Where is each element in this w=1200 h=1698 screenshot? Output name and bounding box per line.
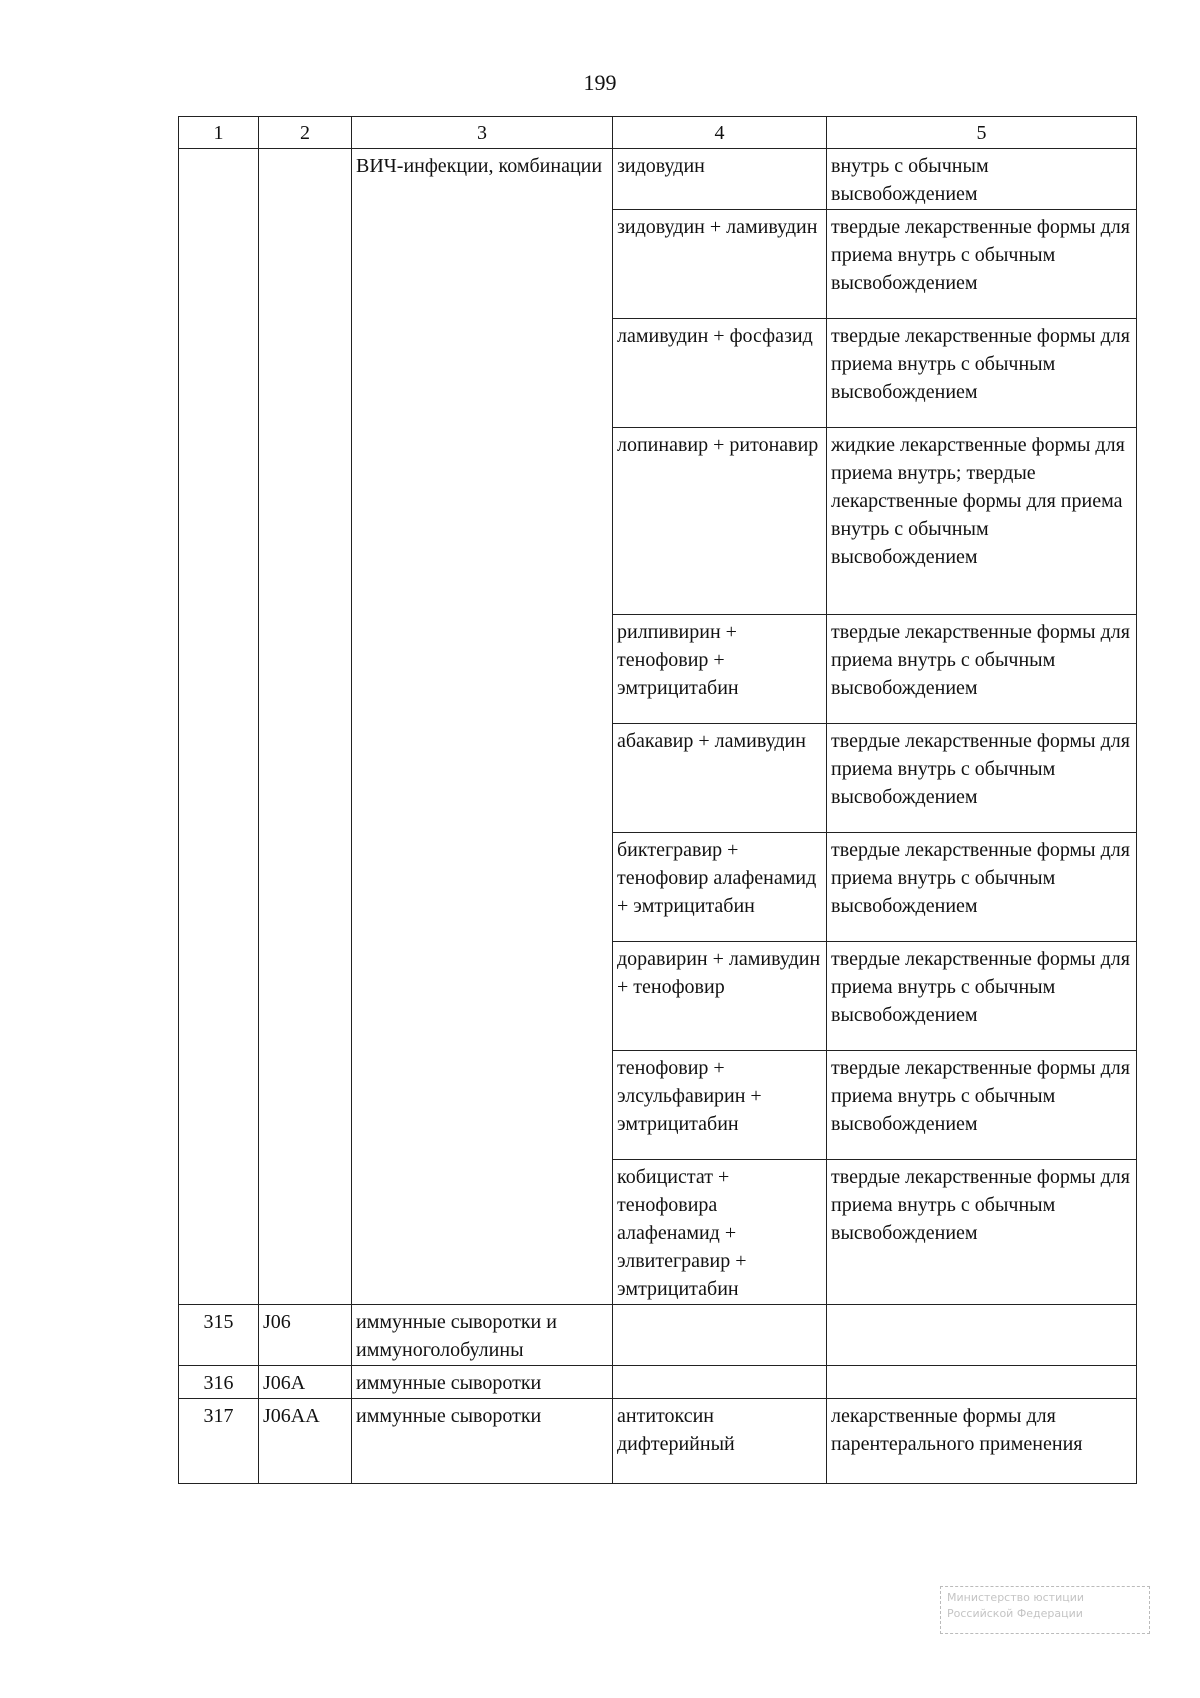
drug-name-cell: тенофовир + элсульфавирин + эмтрицитабин — [613, 1051, 827, 1160]
drug-name-cell: рилпивирин + тенофовир + эмтрицитабин — [613, 615, 827, 724]
table-row — [179, 1399, 1137, 1484]
column-header-2: 2 — [259, 117, 352, 149]
drug-name-cell: зидовудин — [613, 149, 827, 210]
dosage-form-cell: твердые лекарственные формы для приема внутрь с обычным высвобождением — [827, 210, 1137, 319]
column-header-1: 1 — [179, 117, 259, 149]
atc-code-cell: J06 — [259, 1305, 352, 1366]
atc-code-cell: J06AA — [259, 1399, 352, 1484]
dosage-form-cell: твердые лекарственные формы для приема внутрь с обычным высвобождением — [827, 942, 1137, 1051]
atc-group-cell: иммунные сыворотки — [352, 1399, 613, 1484]
drug-name-cell: доравирин + ламивудин + тенофовир — [613, 942, 827, 1051]
table-header-row — [179, 117, 1137, 149]
dosage-form-cell: твердые лекарственные формы для приема внутрь с обычным высвобождением — [827, 319, 1137, 428]
dosage-form-cell — [827, 1366, 1137, 1399]
dosage-form-cell: твердые лекарственные формы для приема внутрь с обычным высвобождением — [827, 615, 1137, 724]
atc-code-cell — [259, 149, 352, 1305]
atc-group-cell: ВИЧ-инфекции, комбинации — [352, 149, 613, 1305]
stamp-line-2: Российской Федерации — [947, 1607, 1083, 1620]
row-number-cell — [179, 149, 259, 1305]
atc-group-cell: иммунные сыворотки — [352, 1366, 613, 1399]
registration-stamp — [940, 1586, 1150, 1634]
row-number-cell: 317 — [179, 1399, 259, 1484]
dosage-form-cell: лекарственные формы для парентерального применения — [827, 1399, 1137, 1484]
drug-name-cell: ламивудин + фосфазид — [613, 319, 827, 428]
drug-name-cell: антитоксин дифтерийный — [613, 1399, 827, 1484]
column-header-3: 3 — [352, 117, 613, 149]
drug-name-cell — [613, 1366, 827, 1399]
page-number: 199 — [583, 70, 617, 95]
table-row — [179, 1366, 1137, 1399]
column-header-5: 5 — [827, 117, 1137, 149]
dosage-form-cell: твердые лекарственные формы для приема внутрь с обычным высвобождением — [827, 1051, 1137, 1160]
row-number-cell: 315 — [179, 1305, 259, 1366]
table-row — [179, 1305, 1137, 1366]
table-row — [179, 149, 1137, 210]
dosage-form-cell: твердые лекарственные формы для приема внутрь с обычным высвобождением — [827, 833, 1137, 942]
atc-code-cell: J06A — [259, 1366, 352, 1399]
drug-name-cell: кобицистат + тенофовира алафенамид + элвитегравир + эмтрицитабин — [613, 1160, 827, 1305]
stamp-line-1: Министерство юстиции — [947, 1591, 1085, 1604]
drug-list-table — [178, 116, 1137, 1484]
dosage-form-cell — [827, 1305, 1137, 1366]
dosage-form-cell: твердые лекарственные формы для приема внутрь с обычным высвобождением — [827, 724, 1137, 833]
drug-name-cell: абакавир + ламивудин — [613, 724, 827, 833]
row-number-cell: 316 — [179, 1366, 259, 1399]
dosage-form-cell: твердые лекарственные формы для приема внутрь с обычным высвобождением — [827, 1160, 1137, 1305]
drug-name-cell — [613, 1305, 827, 1366]
drug-name-cell: лопинавир + ритонавир — [613, 428, 827, 615]
atc-group-cell: иммунные сыворотки и иммуноголобулины — [352, 1305, 613, 1366]
drug-name-cell: биктегравир + тенофовир алафенамид + эмтрицитабин — [613, 833, 827, 942]
dosage-form-cell: жидкие лекарственные формы для приема внутрь; твердые лекарственные формы для приема внутрь с обычным высвобождением — [827, 428, 1137, 615]
dosage-form-cell: внутрь с обычным высвобождением — [827, 149, 1137, 210]
column-header-4: 4 — [613, 117, 827, 149]
drug-name-cell: зидовудин + ламивудин — [613, 210, 827, 319]
